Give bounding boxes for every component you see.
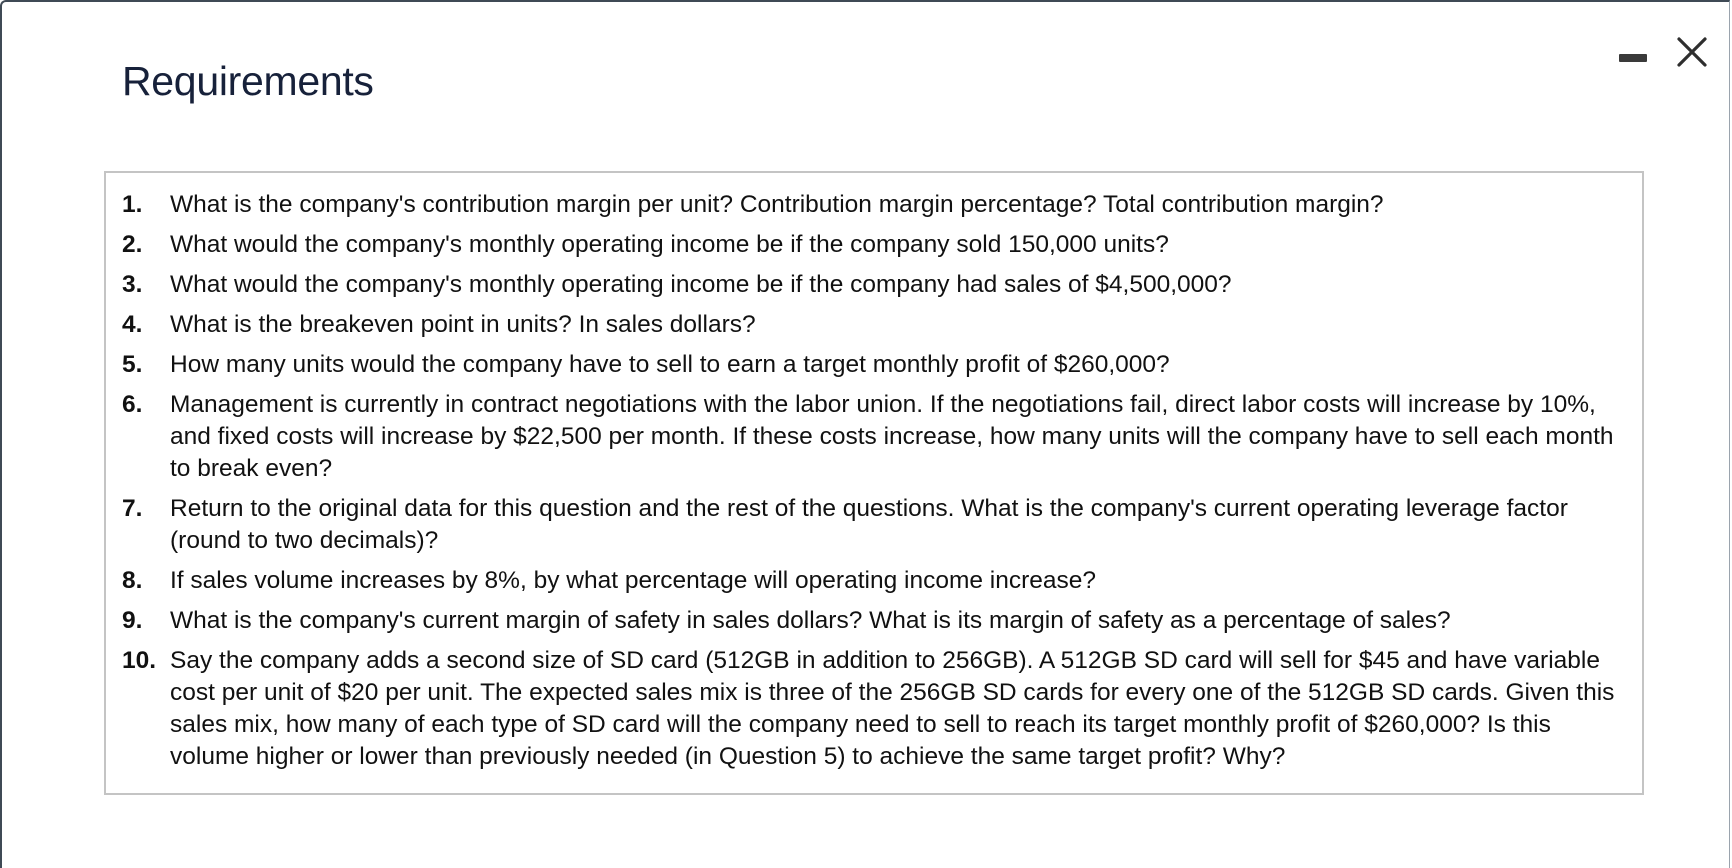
- requirement-number: 10.: [122, 647, 157, 674]
- requirement-number: 9.: [122, 607, 143, 634]
- requirement-text: If sales volume increases by 8%, by what percentage will operating income increase?: [170, 567, 1097, 594]
- requirement-text: Say the company adds a second size of SD card (512GB in addition to 256GB). A 512GB SD card will sell for $45 and have variable cost per unit of $20 per unit. The expected sales mix is three of the 256GB SD cards for every one of the 512GB SD cards. Given this sales mix, how many of each type of SD card will the company need to sell to reach its target monthly profit of $260,000? Is this volume higher or lower than previously needed (in Question 5) to achieve the same target profit? Why?: [170, 647, 1615, 770]
- requirement-item-5: [122, 349, 1632, 381]
- requirement-text: What is the company's contribution margin per unit? Contribution margin percentage? Total contribution margin?: [170, 191, 1384, 218]
- requirement-number: 5.: [122, 351, 143, 378]
- requirement-number: 1.: [122, 191, 143, 218]
- requirement-item-1: [122, 189, 1632, 221]
- requirements-panel: [104, 171, 1644, 795]
- requirement-item-6: [122, 389, 1632, 485]
- requirement-item-4: [122, 309, 1632, 341]
- dialog-title: Requirements: [122, 58, 374, 104]
- requirement-number: 8.: [122, 567, 143, 594]
- requirement-item-10: [122, 645, 1632, 773]
- requirement-number: 6.: [122, 391, 143, 418]
- requirements-list: [106, 173, 1642, 773]
- requirement-item-2: [122, 229, 1632, 261]
- close-button[interactable]: [1670, 30, 1714, 74]
- requirement-number: 3.: [122, 271, 143, 298]
- requirement-number: 4.: [122, 311, 143, 338]
- requirement-text: How many units would the company have to sell to earn a target monthly profit of $260,000?: [170, 351, 1170, 378]
- requirement-text: Return to the original data for this question and the rest of the questions. What is the company's current operating leverage factor (round to two decimals)?: [170, 495, 1568, 554]
- requirement-number: 7.: [122, 495, 143, 522]
- requirement-text: What would the company's monthly operating income be if the company had sales of $4,500,000?: [170, 271, 1232, 298]
- requirement-item-9: [122, 605, 1632, 637]
- requirement-number: 2.: [122, 231, 143, 258]
- requirement-text: What would the company's monthly operating income be if the company sold 150,000 units?: [170, 231, 1169, 258]
- requirement-item-7: [122, 493, 1632, 557]
- requirement-text: What is the company's current margin of safety in sales dollars? What is its margin of safety as a percentage of sales?: [170, 607, 1451, 634]
- requirement-text: Management is currently in contract negotiations with the labor union. If the negotiations fail, direct labor costs will increase by 10%, and fixed costs will increase by $22,500 per month. If these costs increase, how many units will the company have to sell each month to break even?: [170, 391, 1614, 482]
- minimize-button[interactable]: [1612, 40, 1652, 74]
- minimize-icon: [1619, 54, 1647, 62]
- requirement-text: What is the breakeven point in units? In sales dollars?: [170, 311, 756, 338]
- close-icon: [1670, 30, 1714, 74]
- requirement-item-8: [122, 565, 1632, 597]
- requirement-item-3: [122, 269, 1632, 301]
